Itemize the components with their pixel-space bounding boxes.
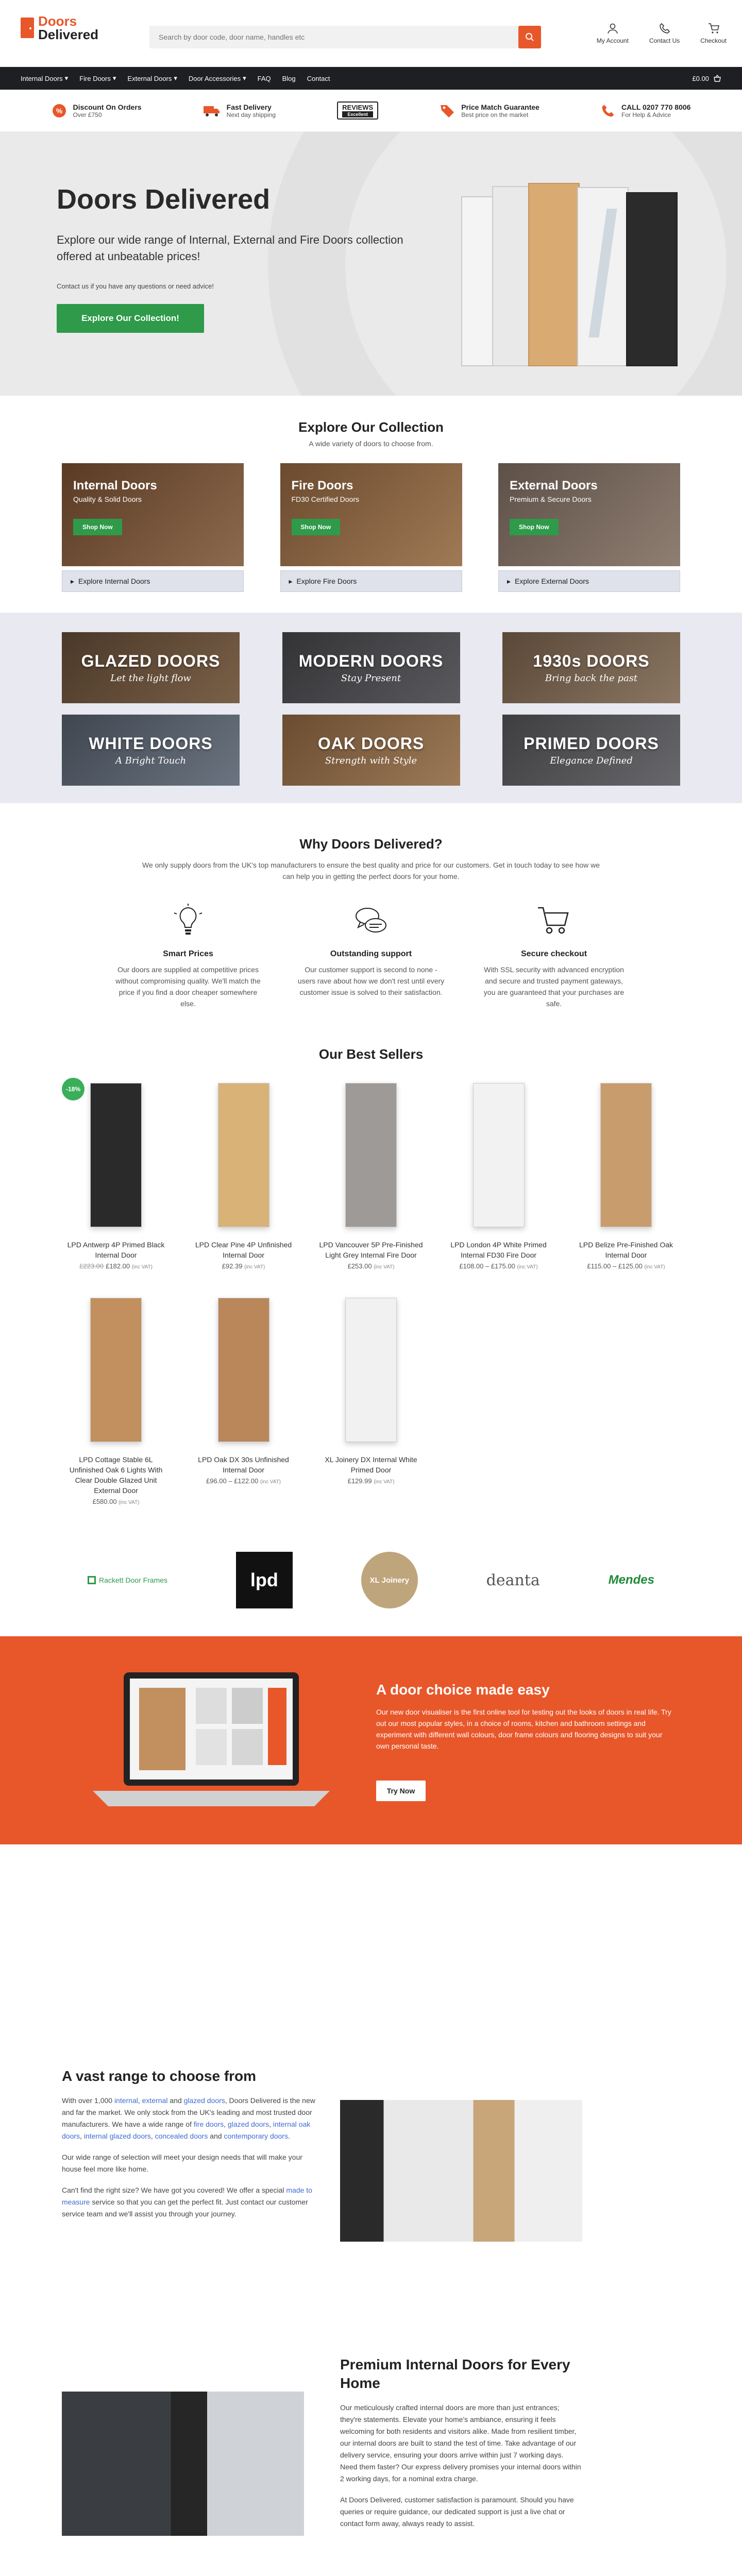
- style-tagline: Let the light flow: [110, 673, 191, 684]
- explore-title: Explore Our Collection: [298, 419, 444, 435]
- link-contemporary[interactable]: contemporary doors: [224, 2132, 288, 2140]
- premium-doors-block: [62, 2355, 680, 2576]
- usp-sub: Next day shipping: [226, 111, 276, 118]
- arrow-right-icon: ▸: [71, 577, 75, 585]
- vast-range-p3: [62, 2184, 319, 2220]
- nav-fire-doors[interactable]: [79, 74, 116, 82]
- user-icon: [607, 23, 618, 34]
- usp-bar: [0, 90, 742, 132]
- door-logo-icon: [21, 18, 34, 38]
- link-label: Explore External Doors: [515, 577, 589, 585]
- try-now-button[interactable]: Try Now: [376, 1781, 426, 1801]
- vat-label: (inc VAT): [119, 1500, 140, 1505]
- text: ,: [269, 2120, 273, 2128]
- text: and: [208, 2132, 224, 2140]
- vast-range-p2: Our wide range of selection will meet your design needs that will make your house feel more like home.: [62, 2153, 302, 2173]
- why-subtitle: We only supply doors from the UK's top manufacturers to ensure the best quality and price for our customers. Get in touch today to see how we can help you in getting the perfect doors for your home.: [142, 861, 600, 880]
- current-price: £129.99: [347, 1477, 372, 1485]
- why-col-title: Smart Prices: [163, 950, 213, 958]
- product-name[interactable]: LPD London 4P White Primed Internal FD30 Fire Door: [450, 1241, 547, 1259]
- shop-now-button[interactable]: Shop Now: [292, 519, 341, 535]
- card-title: External Doors: [510, 479, 598, 493]
- my-account-label: My Account: [596, 37, 629, 44]
- door-image: [90, 1298, 142, 1442]
- product-price: [62, 1498, 170, 1505]
- current-price: £92.39: [222, 1262, 243, 1270]
- vat-label: (inc VAT): [374, 1479, 395, 1485]
- card-subtitle: Premium & Secure Doors: [510, 495, 592, 503]
- search-bar: [149, 26, 541, 48]
- current-price: £115.00 – £125.00: [587, 1262, 643, 1270]
- card-title: Fire Doors: [291, 479, 353, 493]
- why-support: [296, 903, 446, 1009]
- reviews-logo: [337, 101, 378, 120]
- usp-discount: [52, 103, 142, 118]
- usp-reviews[interactable]: [337, 101, 378, 120]
- nav-label: Contact: [307, 74, 330, 82]
- hero-door-glazed: [577, 187, 629, 366]
- basket-total: £0.00: [692, 74, 709, 82]
- product-price: [317, 1262, 425, 1270]
- product-name[interactable]: LPD Antwerp 4P Primed Black Internal Door: [67, 1241, 165, 1259]
- link-internal-glazed[interactable]: internal glazed doors: [83, 2132, 151, 2140]
- nav-label: Door Accessories: [188, 74, 241, 82]
- category-image[interactable]: [62, 463, 244, 566]
- vast-range-block: [62, 2067, 680, 2355]
- explore-link[interactable]: [280, 570, 462, 592]
- chevron-down-icon: ▾: [112, 74, 116, 82]
- door-image: [218, 1083, 269, 1227]
- site-header: [0, 0, 742, 67]
- link-glazed-doors-2[interactable]: glazed doors: [227, 2120, 269, 2128]
- link-made-to-measure[interactable]: made to measure: [62, 2186, 312, 2206]
- hero-text: Explore our wide range of Internal, External and Fire Doors collection offered at unbeatable prices!: [57, 233, 403, 263]
- link-internal-oak[interactable]: internal oak doors: [62, 2120, 311, 2140]
- chevron-down-icon: ▾: [174, 74, 177, 82]
- arrow-right-icon: ▸: [289, 577, 293, 585]
- hero-banner: [0, 132, 742, 396]
- nav-label: Internal Doors: [21, 74, 63, 82]
- nav-label: Fire Doors: [79, 74, 111, 82]
- product-image[interactable]: [62, 1078, 170, 1232]
- main-nav: [0, 67, 742, 90]
- arrow-right-icon: ▸: [507, 577, 511, 585]
- contact-us-link[interactable]: [649, 23, 680, 44]
- product-image[interactable]: [572, 1078, 680, 1232]
- door-styles-section: [0, 613, 742, 803]
- tag-icon: [440, 103, 455, 118]
- why-title: Why Doors Delivered?: [299, 836, 443, 852]
- style-tagline: Elegance Defined: [550, 755, 633, 766]
- usp-title: CALL 0207 770 8006: [621, 103, 691, 111]
- door-image: [218, 1298, 269, 1442]
- product-card[interactable]: [190, 1078, 298, 1270]
- link-internal[interactable]: internal: [114, 2096, 138, 2105]
- style-tile-oak[interactable]: [282, 715, 460, 786]
- brand-name: Mendes: [608, 1573, 654, 1587]
- phone-icon: [601, 104, 615, 118]
- style-title: PRIMED DOORS: [524, 734, 659, 753]
- usp-title: Price Match Guarantee: [461, 103, 539, 111]
- product-image[interactable]: [190, 1078, 298, 1232]
- product-name[interactable]: LPD Vancouver 5P Pre-Finished Light Grey Internal Fire Door: [319, 1241, 423, 1259]
- why-col-text: With SSL security with advanced encryption and secure and trusted payment gateways, you are guaranteed that your purchases are safe.: [483, 965, 625, 1008]
- best-sellers-section: [62, 1046, 680, 1505]
- product-name[interactable]: LPD Oak DX 30s Unfinished Internal Door: [198, 1455, 289, 1474]
- text: service so that you can get the perfect fit. Just contact our customer service team and we'll assist you through your journey.: [62, 2198, 308, 2218]
- product-name[interactable]: LPD Cottage Stable 6L Unfinished Oak 6 Lights With Clear Double Glazed Unit External Door: [69, 1455, 163, 1495]
- checkout-link[interactable]: [700, 23, 727, 44]
- product-card[interactable]: [317, 1078, 425, 1270]
- product-price: [572, 1262, 680, 1270]
- style-tagline: Strength with Style: [325, 755, 417, 766]
- hero-door-oak: [528, 183, 580, 366]
- current-price: £253.00: [347, 1262, 372, 1270]
- usp-title: Fast Delivery: [226, 103, 272, 111]
- door-image: [345, 1083, 397, 1227]
- text: .: [288, 2132, 290, 2140]
- style-title: MODERN DOORS: [298, 652, 444, 670]
- lightbulb-icon: [173, 903, 204, 939]
- nav-label: FAQ: [257, 74, 271, 82]
- style-title: OAK DOORS: [317, 734, 425, 753]
- door-image: [345, 1298, 397, 1442]
- link-fire-doors[interactable]: fire doors: [193, 2120, 224, 2128]
- was-price: £223.00: [79, 1262, 104, 1270]
- product-card[interactable]: [317, 1293, 425, 1505]
- usp-sub: For Help & Advice: [621, 111, 671, 118]
- search-button[interactable]: [518, 26, 541, 48]
- link-label: Explore Fire Doors: [296, 577, 357, 585]
- visualiser-text: Our new door visualiser is the first online tool for testing out the looks of doors in real life. Try out our most popular styles, in a choice of rooms, kitchen and bathroom settings and experiment with different wall colours, door frame colours and flooring designs to suit your own personal taste.: [376, 1708, 671, 1750]
- door-image: [600, 1083, 652, 1227]
- style-tile-primed[interactable]: [502, 715, 680, 786]
- why-col-title: Secure checkout: [520, 950, 587, 958]
- search-input[interactable]: [149, 26, 510, 48]
- brand-logo-lpd[interactable]: [236, 1552, 293, 1608]
- product-card[interactable]: [62, 1078, 170, 1270]
- product-name[interactable]: LPD Belize Pre-Finished Oak Internal Door: [579, 1241, 673, 1259]
- product-card[interactable]: [572, 1078, 680, 1270]
- phone-icon: [659, 23, 670, 34]
- product-card[interactable]: [190, 1293, 298, 1505]
- hero-contact-text: Contact us if you have any questions or need advice!: [57, 282, 214, 290]
- vat-label: (inc VAT): [517, 1264, 538, 1270]
- hero-title: Doors Delivered: [57, 184, 271, 215]
- sale-badge: -18%: [62, 1078, 85, 1100]
- checkout-label: Checkout: [700, 37, 727, 44]
- vat-label: (inc VAT): [260, 1479, 281, 1485]
- category-card-external: [498, 463, 680, 592]
- vast-range-p1: [62, 2095, 319, 2142]
- product-image[interactable]: [190, 1293, 298, 1447]
- product-price: [317, 1477, 425, 1485]
- nav-faq[interactable]: [258, 75, 271, 82]
- text: ,: [138, 2096, 142, 2105]
- nav-external-doors[interactable]: [127, 74, 177, 82]
- usp-sub: Best price on the market: [461, 111, 529, 118]
- usp-title: Discount On Orders: [73, 103, 142, 111]
- brand-logos: [88, 1547, 654, 1614]
- logo-text-delivered: Delivered: [38, 27, 99, 42]
- product-name[interactable]: XL Joinery DX Internal White Primed Door: [325, 1455, 417, 1474]
- door-image: [473, 1083, 525, 1227]
- hero-doors-image: [461, 181, 683, 366]
- why-col-text: Our doors are supplied at competitive prices without compromising quality. We'll match the price if you find a door cheaper somewhere else.: [115, 965, 261, 1008]
- hero-door-black: [626, 192, 678, 366]
- nav-blog[interactable]: [282, 75, 296, 82]
- basket-button[interactable]: [692, 67, 721, 90]
- product-card[interactable]: [62, 1293, 170, 1505]
- explore-link[interactable]: [498, 570, 680, 592]
- vat-label: (inc VAT): [244, 1264, 265, 1270]
- brand-logo-rackett[interactable]: [88, 1576, 167, 1584]
- product-price: [445, 1262, 553, 1270]
- product-image[interactable]: [317, 1078, 425, 1232]
- truck-icon: [203, 105, 221, 117]
- vast-range-title: A vast range to choose from: [62, 2068, 257, 2084]
- product-image[interactable]: [62, 1293, 170, 1447]
- current-price: £182.00: [106, 1262, 130, 1270]
- chevron-down-icon: ▾: [243, 74, 246, 82]
- shop-now-button[interactable]: Shop Now: [73, 519, 122, 535]
- laptop-visualiser-image: [93, 1672, 330, 1811]
- explore-subtitle: A wide variety of doors to choose from.: [309, 439, 433, 448]
- category-card-internal: [62, 463, 244, 592]
- chevron-down-icon: ▾: [64, 74, 69, 82]
- current-price: £96.00 – £122.00: [206, 1477, 259, 1485]
- text: ,: [80, 2132, 84, 2140]
- premium-title: Premium Internal Doors for Every Home: [340, 2357, 570, 2391]
- text: , Doors Delivered is the new and far the market. We only stock from the UK's leading and most trusted door manufacturers. We have a wide range of: [62, 2096, 315, 2128]
- product-name[interactable]: LPD Clear Pine 4P Unfinished Internal Door: [195, 1241, 292, 1259]
- nav-internal-doors[interactable]: [21, 74, 68, 82]
- explore-collection-button[interactable]: Explore Our Collection!: [57, 304, 204, 333]
- premium-p2: At Doors Delivered, customer satisfaction is paramount. Should you have queries or require guidance, our dedicated support is just a live chat or contact form away, always ready to assist.: [340, 2496, 574, 2528]
- card-subtitle: Quality & Solid Doors: [73, 495, 142, 503]
- why-section: [62, 803, 680, 1009]
- product-price: [190, 1262, 298, 1270]
- info-blocks: [0, 2067, 742, 2576]
- usp-call[interactable]: [601, 103, 690, 118]
- cart-icon: [708, 23, 719, 34]
- style-tagline: A Bright Touch: [115, 755, 187, 766]
- black-door-photo: [62, 2392, 304, 2536]
- premium-p1: Our meticulously crafted internal doors are more than just entrances; they're statements. Elevate your home's ambiance, ensuring it feels welcoming for both residents and visitors alike. Made from resilient timber, our internal doors are built to stand the test of time. Take advantage of our delivery service, ensuring your doors arrive within just 7 working days. Need them faster? Our express delivery promises your internal doors within 2 working days, for a nominal extra charge.: [340, 2403, 581, 2483]
- style-tile-white[interactable]: [62, 715, 240, 786]
- style-title: 1930s DOORS: [533, 652, 650, 670]
- brand-name: XL Joinery: [369, 1575, 409, 1585]
- link-concealed[interactable]: concealed doors: [155, 2132, 208, 2140]
- svg-text:%: %: [56, 106, 62, 115]
- explore-link[interactable]: [62, 570, 244, 592]
- style-title: GLAZED DOORS: [81, 652, 221, 670]
- why-smart-prices: [113, 903, 263, 1009]
- chat-bubbles-icon: [353, 903, 389, 939]
- site-logo[interactable]: [21, 14, 98, 41]
- why-col-title: Outstanding support: [330, 950, 412, 958]
- contact-us-label: Contact Us: [649, 37, 680, 44]
- product-image[interactable]: [317, 1293, 425, 1447]
- product-image[interactable]: [445, 1078, 553, 1232]
- nav-contact[interactable]: [307, 75, 330, 82]
- vat-label: (inc VAT): [374, 1264, 395, 1270]
- text: Can't find the right size? We have got you covered! We offer a special: [62, 2186, 286, 2194]
- text: With over 1,000: [62, 2096, 114, 2105]
- percent-icon: [52, 103, 67, 118]
- explore-section: [62, 396, 680, 592]
- category-image[interactable]: [498, 463, 680, 566]
- style-tagline: Stay Present: [341, 673, 401, 684]
- link-glazed-doors[interactable]: glazed doors: [183, 2096, 225, 2105]
- usp-delivery: [203, 103, 276, 118]
- product-card[interactable]: [445, 1078, 553, 1270]
- link-label: Explore Internal Doors: [78, 577, 150, 585]
- reviews-rating: Excellent: [342, 111, 373, 117]
- visualiser-title: A door choice made easy: [376, 1682, 550, 1698]
- style-tile-glazed[interactable]: [62, 632, 240, 703]
- why-secure: [479, 903, 629, 1009]
- brand-name: lpd: [250, 1569, 278, 1590]
- product-price: [190, 1477, 298, 1485]
- vat-label: (inc VAT): [131, 1264, 153, 1270]
- brand-logo-xl[interactable]: [361, 1552, 418, 1608]
- style-tile-1930s[interactable]: [502, 632, 680, 703]
- why-col-text: Our customer support is second to none - users rave about how we don't rest until every customer issue is solved to their satisfaction.: [297, 965, 445, 996]
- card-title: Internal Doors: [73, 479, 157, 493]
- current-price: £580.00: [92, 1498, 117, 1505]
- vat-label: (inc VAT): [644, 1264, 665, 1270]
- brand-name: deanta: [486, 1571, 540, 1589]
- text: ,: [224, 2120, 228, 2128]
- brand-logo-mendes[interactable]: [609, 1573, 654, 1587]
- text: and: [167, 2096, 184, 2105]
- product-price: [62, 1262, 170, 1270]
- shopping-cart-icon: [536, 903, 572, 939]
- my-account-link[interactable]: [597, 23, 629, 44]
- reviews-title: REVIEWS: [342, 104, 374, 111]
- best-sellers-title: Our Best Sellers: [318, 1046, 424, 1062]
- brand-logo-deanta[interactable]: [486, 1571, 540, 1589]
- shop-now-button[interactable]: Shop Now: [510, 519, 559, 535]
- brand-name: Rackett Door Frames: [99, 1576, 168, 1584]
- visualiser-section: [0, 1636, 742, 1844]
- style-tagline: Bring back the past: [545, 673, 638, 684]
- style-title: WHITE DOORS: [89, 734, 213, 753]
- nav-label: Blog: [282, 74, 296, 82]
- card-subtitle: FD30 Certified Doors: [291, 495, 359, 503]
- current-price: £108.00 – £175.00: [459, 1262, 515, 1270]
- nav-label: External Doors: [127, 74, 172, 82]
- logo-text-doors: Doors: [38, 13, 77, 29]
- usp-price-match: [440, 103, 539, 118]
- text: ,: [150, 2132, 155, 2140]
- usp-sub: Over £750: [73, 111, 102, 118]
- style-tile-modern[interactable]: [282, 632, 460, 703]
- door-image: [90, 1083, 142, 1227]
- link-external[interactable]: external: [142, 2096, 168, 2105]
- search-icon: [525, 32, 534, 42]
- basket-icon: [713, 74, 721, 82]
- category-image[interactable]: [280, 463, 462, 566]
- hallway-photo: [340, 2100, 582, 2242]
- nav-door-accessories[interactable]: [189, 74, 246, 82]
- category-card-fire: [280, 463, 462, 592]
